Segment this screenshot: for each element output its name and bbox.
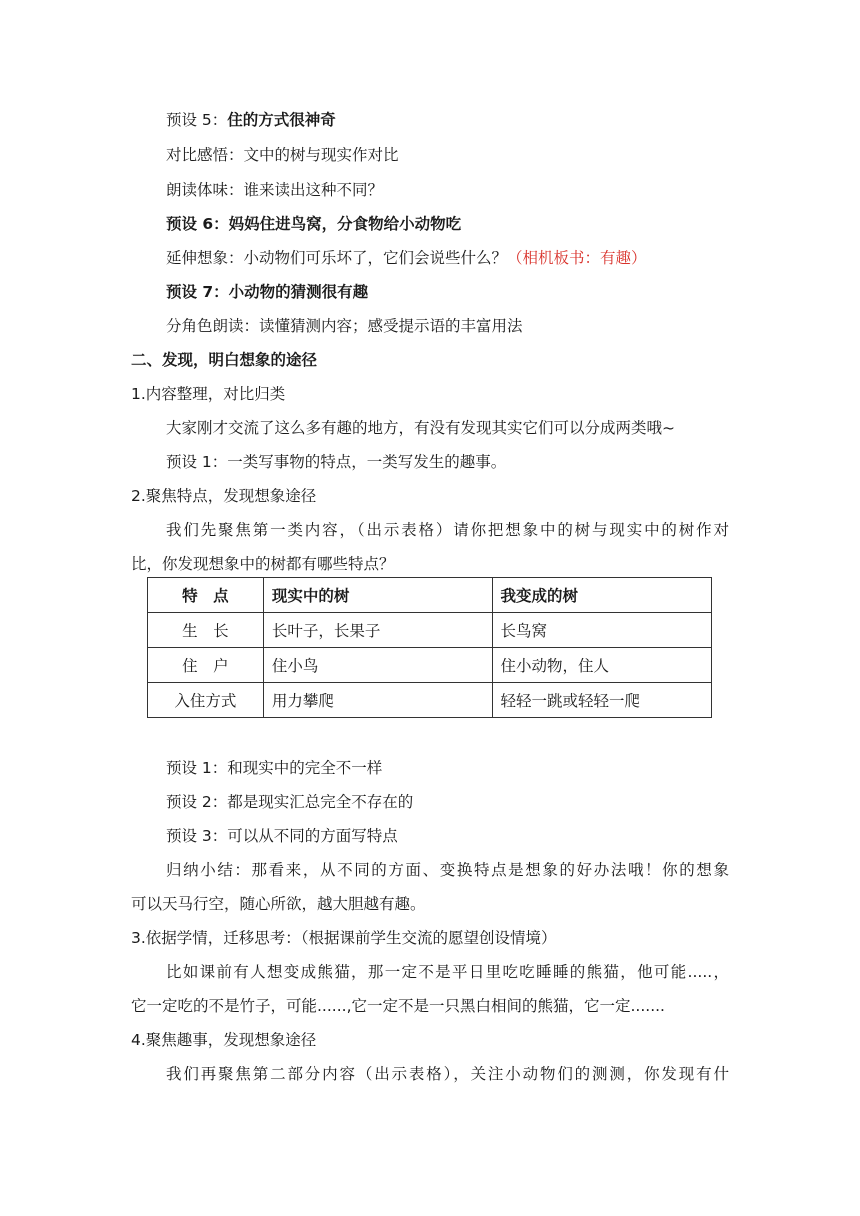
board-note: （相机板书：有趣） [507,249,647,267]
preset-5-title: 住的方式很神奇 [227,111,336,129]
role-reading-line: 分角色朗读：读懂猜测内容；感受提示语的丰富用法 [166,317,523,335]
paragraph-3a: 我们先聚焦第一类内容，（出示表格）请你把想象中的树与现实中的树作对 [166,521,729,539]
table-cell: 生 长 [148,613,264,648]
contrast-line: 对比感悟：文中的树与现实作对比 [166,146,399,164]
table-row [148,683,712,718]
preset-3-result: 预设 3：可以从不同的方面写特点 [166,827,398,845]
table-cell: 长叶子，长果子 [263,613,492,648]
preset-7: 预设 7：小动物的猜测很有趣 [166,283,369,301]
preset-1-result: 预设 1：和现实中的完全不一样 [166,759,383,777]
features-table [147,577,712,718]
subsection-2: 2.聚焦特点，发现想象途径 [131,487,317,505]
summary-line-b: 可以天马行空，随心所欲，越大胆越有趣。 [131,895,426,913]
table-header-cell: 现实中的树 [263,578,492,613]
table-row [148,648,712,683]
table-cell: 长鸟窝 [492,613,711,648]
table-cell: 轻轻一跳或轻轻一爬 [492,683,711,718]
preset-5 [166,110,336,130]
paragraph-8a: 比如课前有人想变成熊猫，那一定不是平日里吃吃睡睡的熊猫，他可能.....， [166,963,729,981]
preset-2-result: 预设 2：都是现实汇总完全不存在的 [166,793,414,811]
table-cell: 入住方式 [148,683,264,718]
table-header-row [148,578,712,613]
subsection-1: 1.内容整理，对比归类 [131,385,286,403]
paragraph-2: 预设 1：一类写事物的特点，一类写发生的趣事。 [166,453,507,471]
table-cell: 用力攀爬 [263,683,492,718]
paragraph-9: 我们再聚焦第二部分内容（出示表格），关注小动物们的测测，你发现有什 [166,1065,729,1083]
summary-line-a: 归纳小结：那看来，从不同的方面、变换特点是想象的好办法哦！你的想象 [166,861,729,879]
table-header-cell: 特 点 [148,578,264,613]
subsection-3: 3.依据学情，迁移思考：（根据课前学生交流的愿望创设情境） [131,929,557,947]
table-cell: 住小动物，住人 [492,648,711,683]
paragraph-3b: 比，你发现想象中的树都有哪些特点？ [131,555,395,573]
table-row [148,613,712,648]
table-cell: 住小鸟 [263,648,492,683]
subsection-4: 4.聚焦趣事，发现想象途径 [131,1031,317,1049]
imagination-text: 延伸想象：小动物们可乐坏了，它们会说些什么？ [166,249,508,267]
preset-6: 预设 6：妈妈住进鸟窝，分食物给小动物吃 [166,215,462,233]
paragraph-1: 大家刚才交流了这么多有趣的地方，有没有发现其实它们可以分成两类哦~ [166,419,675,437]
preset-5-label: 预设 5： [166,111,228,129]
section-heading-2: 二、发现，明白想象的途径 [131,351,318,369]
table-header-cell: 我变成的树 [492,578,711,613]
imagination-line [166,248,647,268]
paragraph-8b: 它一定吃的不是竹子，可能......,它一定不是一只黑白相间的熊猫，它一定....... [131,997,665,1015]
reading-line: 朗读体味：谁来读出这种不同？ [166,181,384,199]
table-cell: 住 户 [148,648,264,683]
